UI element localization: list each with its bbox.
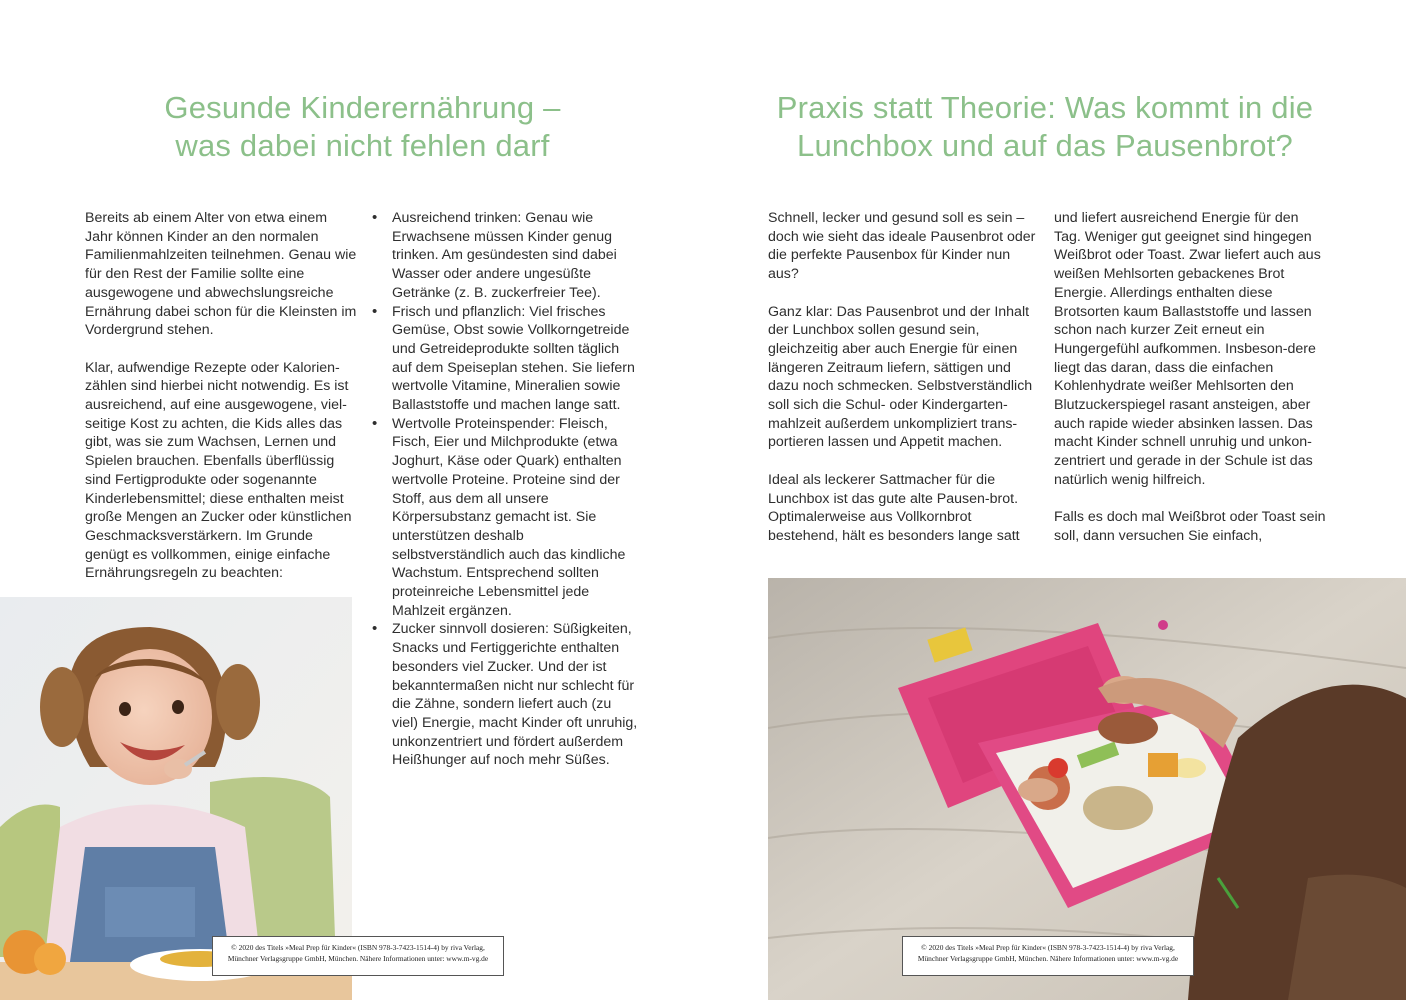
- right-page-heading: [766, 89, 1324, 165]
- list-item: • Ausreichend trinken: Genau wie Erwachsene müssen Kinder genug trinken. Am gesündesten sind dabei Wasser oder andere ungesüßte Getränke (z. B. zuckerfreier Tee).: [372, 209, 640, 303]
- list-item: • Frisch und pflanzlich: Viel frisches Gemüse, Obst sowie Vollkorngetreide und Getreideprodukte sollten täglich auf dem Speiseplan stehen. Sie liefern wertvolle Vitamine, Mineralien sowie Ballaststoffe und machen lange satt.: [372, 303, 640, 415]
- paragraph: Ganz klar: Das Pausenbrot und der Inhalt der Lunchbox sollen gesund sein, gleichzeitig aber auch Energie für einen längeren Zeitraum liefern, sättigen und dazu noch schmecken. Selbstverständlich soll sich die Schul- oder Kindergarten-mahlzeit außerdem unkompliziert trans-portieren lassen und Appetit machen.: [768, 303, 1033, 451]
- paragraph: Schnell, lecker und gesund soll es sein – doch wie sieht das ideale Pausenbrot oder die perfekte Pausenbox für Kinder nun aus?: [768, 210, 1036, 283]
- credit-line: Münchner Verlagsgruppe GmbH, München. Nähere Informationen unter: www.m-vg.de: [917, 954, 1179, 963]
- credit-line: Münchner Verlagsgruppe GmbH, München. Nähere Informationen unter: www.m-vg.de: [227, 954, 489, 963]
- credit-line: © 2020 des Titels »Meal Prep für Kinder« (ISBN 978-3-7423-1514-4) by riva Verlag,: [231, 943, 485, 952]
- nutrition-rules-list: [372, 209, 640, 770]
- heading-line: Lunchbox und auf das Pausenbrot?: [797, 128, 1293, 163]
- heading-line: was dabei nicht fehlen darf: [175, 128, 550, 163]
- left-rules-column: [372, 209, 640, 770]
- heading-line: Gesunde Kinderernährung –: [164, 90, 561, 125]
- list-item: • Zucker sinnvoll dosieren: Süßigkeiten, Snacks und Fertiggerichte enthalten besonders viel Zucker. Und der ist bekanntermaßen nicht nur schlecht für die Zähne, sondern liefert auch (zu viel) Energie, macht Kinder oft unruhig, unkonzentriert und fördert außerdem Heißhunger auf noch mehr Süßes.: [372, 620, 640, 770]
- copyright-notice-left: [212, 936, 504, 976]
- list-item: • Wertvolle Proteinspender: Fleisch, Fisch, Eier und Milchprodukte (etwa Joghurt, Käse oder Quark) enthalten wertvolle Proteine. Proteine sind der Stoff, aus dem all unsere Körpersubstanz gemacht ist. Sie unterstützen deshalb selbstverständlich auch das kindliche Wachstum. Entsprechend sollten proteinreiche Lebensmittel jede Mahlzeit ergänzen.: [372, 415, 640, 621]
- paragraph: Falls es doch mal Weißbrot oder Toast sein soll, dann versuchen Sie einfach,: [1054, 509, 1326, 544]
- left-page-heading: [80, 89, 645, 165]
- heading-line: Praxis statt Theorie: Was kommt in die: [776, 90, 1314, 125]
- right-column-1: [768, 209, 1040, 564]
- copyright-notice-right: [902, 936, 1194, 976]
- credit-line: © 2020 des Titels »Meal Prep für Kinder« (ISBN 978-3-7423-1514-4) by riva Verlag,: [921, 943, 1175, 952]
- paragraph: und liefert ausreichend Energie für den Tag. Weniger gut geeignet sind hingegen Weißbrot oder Toast. Zwar liefert auch aus weißen Mehlsorten gebackenes Brot Energie. Allerdings enthalten diese Brotsorten kaum Ballaststoffe und lassen schon nach kurzer Zeit erneut ein Hungergefühl aufkommen. Insbeson-dere liegt das daran, dass die einfachen Kohlenhydrate weißer Mehlsorten den Blutzuckerspiegel rasant ansteigen, aber auch rapide wieder absinken lassen. Das macht Kinder schnell unruhig und unkon-zentriert und gerade in der Schule ist das natürlich wenig hilfreich.: [1054, 210, 1321, 488]
- paragraph: Bereits ab einem Alter von etwa einem Jahr können Kinder an den normalen Familienmahlzeiten teilnehmen. Genau wie für den Rest der Familie sollte eine ausgewogene und abwechslungsreiche Ernährung dabei schon für die Kleinsten im Vordergrund stehen.: [85, 210, 357, 339]
- left-intro-column: [85, 209, 357, 602]
- paragraph: Klar, aufwendige Rezepte oder Kalorien-zählen sind hierbei nicht notwendig. Es ist ausreichend, auf eine ausgewogene, viel-seitige Kost zu achten, die Kids alles das gibt, was sie zum Wachsen, Lernen und Spielen brauchen. Ebenfalls überflüssig sind Fertigprodukte oder sogenannte Kinderlebensmittel; diese enthalten meist große Mengen an Zucker oder künstlichen Geschmacksverstärkern. Im Grunde genügt es vollkommen, einige einfache Ernährungsregeln zu beachten:: [85, 359, 352, 582]
- right-column-2: [1054, 209, 1326, 564]
- paragraph: Ideal als leckerer Sattmacher für die Lunchbox ist das gute alte Pausen-brot. Optimalerweise aus Vollkornbrot bestehend, hält es besonders lange satt: [768, 471, 1020, 544]
